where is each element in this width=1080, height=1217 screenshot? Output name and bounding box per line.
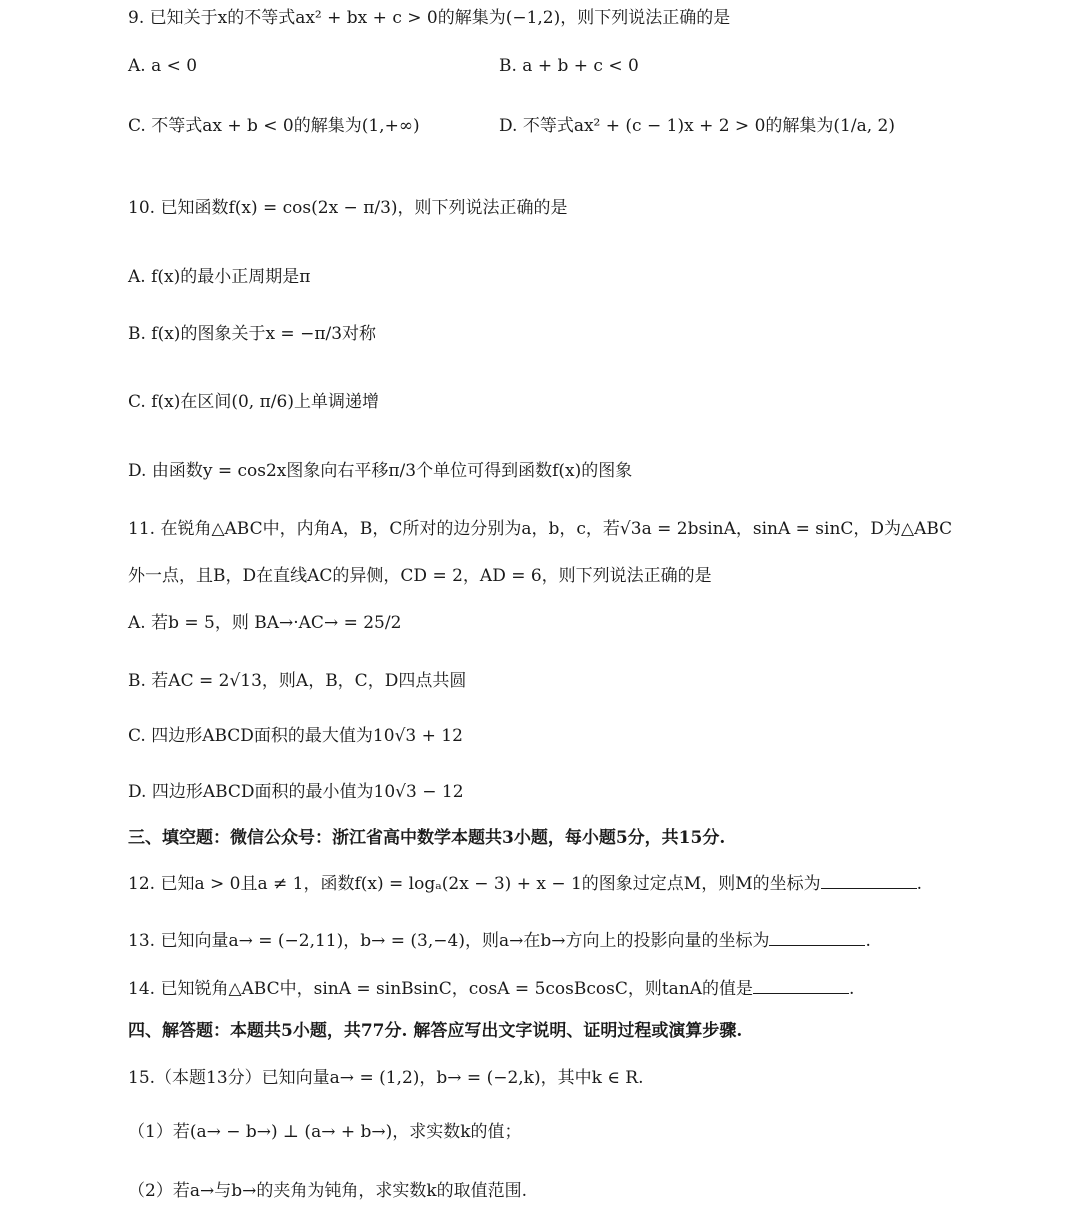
q12-line (128, 872, 922, 896)
q14-line (128, 977, 854, 1001)
q13-line (128, 929, 871, 953)
q11-option-c: C. 四边形ABCD面积的最大值为10√3 + 12 (128, 726, 463, 746)
q11-option-b: B. 若AC = 2√13，则A，B，C，D四点共圆 (128, 671, 467, 691)
q15-part-2: （2）若a→与b→的夹角为钝角，求实数k的取值范围. (128, 1181, 528, 1201)
q15-part-1: （1）若(a→ − b→) ⊥ (a→ + b→)，求实数k的值； (128, 1122, 522, 1142)
q9-option-a: A. a < 0 (128, 56, 198, 76)
q13-answer-blank[interactable] (769, 929, 865, 946)
q9-option-d: D. 不等式ax² + (c − 1)x + 2 > 0的解集为(1/a, 2) (499, 116, 895, 136)
q14-text: 14. 已知锐角△ABC中，sinA = sinBsinC，cosA = 5cosBcosC，则tanA的值是 (128, 979, 754, 999)
q11-stem-line1: 11. 在锐角△ABC中，内角A，B，C所对的边分别为a，b，c，若√3a = 2bsinA，sinA = sinC，D为△ABC (128, 519, 953, 539)
q9-option-c: C. 不等式ax + b < 0的解集为(1,+∞) (128, 116, 420, 136)
q13-text: 13. 已知向量a→ = (−2,11)，b→ = (3,−4)，则a→在b→方向上的投影向量的坐标为 (128, 931, 770, 951)
q14-end: . (849, 979, 855, 999)
q10-stem: 10. 已知函数f(x) = cos(2x − π/3)，则下列说法正确的是 (128, 198, 568, 218)
q13-end: . (865, 931, 871, 951)
q9-option-b: B. a + b + c < 0 (499, 56, 639, 76)
section-4-heading: 四、解答题：本题共5小题，共77分. 解答应写出文字说明、证明过程或演算步骤. (128, 1021, 743, 1041)
q10-option-c: C. f(x)在区间(0, π/6)上单调递增 (128, 392, 379, 412)
q12-answer-blank[interactable] (821, 872, 917, 889)
q12-end: . (916, 874, 923, 894)
q15-stem: 15.（本题13分）已知向量a→ = (1,2)，b→ = (−2,k)，其中k ∈ R. (128, 1068, 644, 1088)
q12-text: 12. 已知a > 0且a ≠ 1，函数f(x) = logₐ(2x − 3) + x − 1的图象过定点M，则M的坐标为 (128, 874, 821, 894)
q10-option-d: D. 由函数y = cos2x图象向右平移π/3个单位可得到函数f(x)的图象 (128, 461, 633, 481)
q14-answer-blank[interactable] (753, 977, 849, 994)
q11-option-d: D. 四边形ABCD面积的最小值为10√3 − 12 (128, 782, 464, 802)
q9-stem: 9. 已知关于x的不等式ax² + bx + c > 0的解集为(−1,2)，则下列说法正确的是 (128, 8, 731, 28)
q10-option-b: B. f(x)的图象关于x = −π/3对称 (128, 324, 377, 344)
q10-option-a: A. f(x)的最小正周期是π (128, 267, 311, 287)
q11-option-a: A. 若b = 5，则 BA→·AC→ = 25/2 (128, 613, 402, 633)
section-3-heading: 三、填空题：微信公众号：浙江省高中数学本题共3小题，每小题5分，共15分. (128, 828, 726, 848)
q11-stem-line2: 外一点，且B，D在直线AC的异侧，CD = 2，AD = 6，则下列说法正确的是 (128, 566, 712, 586)
